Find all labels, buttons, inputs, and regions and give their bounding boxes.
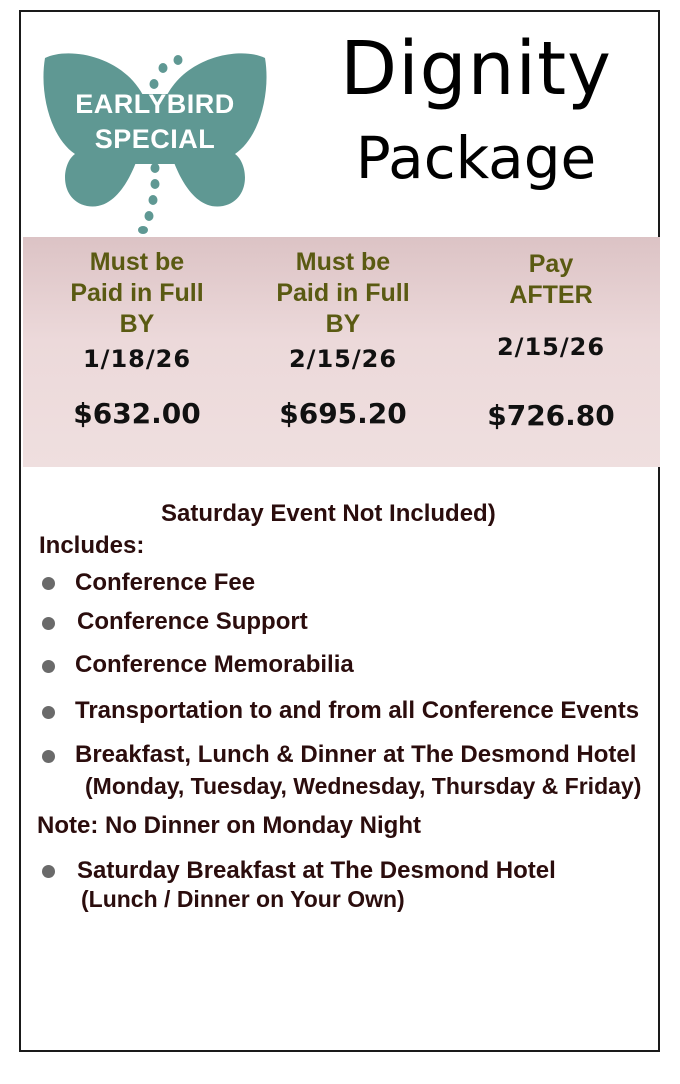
logo-line-special: SPECIAL bbox=[94, 124, 216, 154]
bullet-dot bbox=[42, 865, 55, 878]
include-item-memorabilia: Conference Memorabilia bbox=[75, 651, 354, 678]
butterfly-dot bbox=[149, 195, 158, 205]
logo-line-earlybird: EARLYBIRD bbox=[75, 89, 235, 119]
butterfly-dot bbox=[150, 79, 159, 89]
include-item-meals-days: (Monday, Tuesday, Wednesday, Thursday & Friday) bbox=[85, 773, 642, 799]
include-item-saturday-own: (Lunch / Dinner on Your Own) bbox=[81, 886, 405, 912]
pricing-tier-mid bbox=[237, 237, 449, 430]
butterfly-dot bbox=[138, 226, 148, 234]
pricing-tier-late bbox=[445, 237, 657, 432]
butterfly-dot bbox=[151, 179, 160, 189]
tier-price: $695.20 bbox=[279, 397, 407, 430]
title-package: Package bbox=[355, 124, 597, 192]
bullet-dot bbox=[42, 660, 55, 673]
pricing-band bbox=[23, 237, 660, 467]
tier-label-line: BY bbox=[119, 310, 155, 338]
tier-label-line: Paid in Full bbox=[70, 279, 204, 307]
tier-price: $726.80 bbox=[487, 399, 615, 432]
tier-label-line: Must be bbox=[295, 248, 391, 276]
tier-price: $632.00 bbox=[73, 397, 201, 430]
include-item-conference-fee: Conference Fee bbox=[75, 569, 256, 596]
tier-label-line: Must be bbox=[89, 248, 185, 276]
tier-label bbox=[445, 249, 657, 345]
include-item-meals: Breakfast, Lunch & Dinner at The Desmond Hotel bbox=[75, 741, 637, 768]
tier-date: 2/15/26 bbox=[496, 333, 606, 361]
butterfly-dot bbox=[174, 55, 183, 65]
tier-label bbox=[237, 247, 449, 343]
tier-label-line: AFTER bbox=[509, 281, 593, 309]
tier-label-line: Pay bbox=[528, 250, 574, 278]
tier-date: 1/18/26 bbox=[82, 345, 192, 373]
dinner-note: Note: No Dinner on Monday Night bbox=[37, 812, 421, 839]
bullet-dot bbox=[42, 750, 55, 763]
title-dignity: Dignity bbox=[340, 26, 612, 112]
include-item-conference-support: Conference Support bbox=[77, 608, 308, 635]
bullet-dot bbox=[42, 617, 55, 630]
tier-label-line: BY bbox=[325, 310, 361, 338]
package-card bbox=[19, 10, 660, 1052]
event-note: Saturday Event Not Included) bbox=[161, 500, 496, 527]
includes-heading: Includes: bbox=[39, 532, 145, 559]
bullet-dot bbox=[42, 577, 55, 590]
include-item-transportation: Transportation to and from all Conference Events bbox=[75, 697, 640, 724]
tier-label-line: Paid in Full bbox=[276, 279, 410, 307]
bullet-dot bbox=[42, 706, 55, 719]
pricing-tier-early bbox=[31, 237, 243, 430]
include-item-saturday-breakfast: Saturday Breakfast at The Desmond Hotel bbox=[77, 857, 556, 884]
tier-label bbox=[31, 247, 243, 343]
butterfly-dot bbox=[159, 63, 168, 73]
butterfly-dot bbox=[145, 211, 154, 221]
butterfly-dot bbox=[151, 163, 160, 173]
tier-date: 2/15/26 bbox=[288, 345, 398, 373]
